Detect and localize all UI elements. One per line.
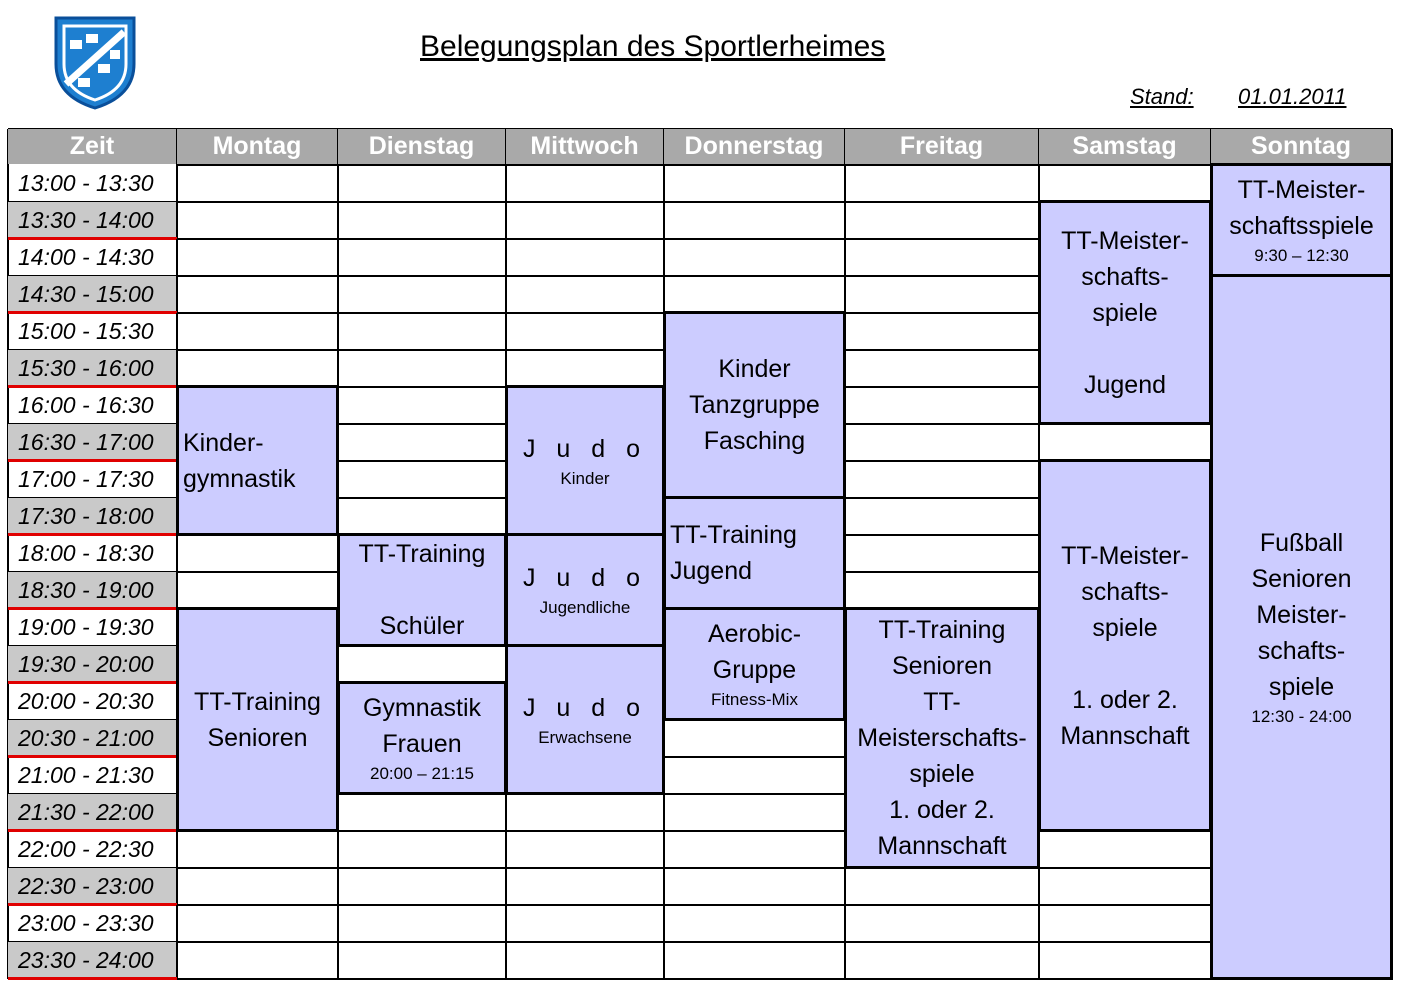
event-text: schafts- <box>1081 577 1169 606</box>
event-text: Aerobic- <box>707 620 802 648</box>
event-block <box>663 607 846 721</box>
event-text: schafts- <box>1257 637 1346 665</box>
event-text: Fasching <box>703 427 806 455</box>
event-block <box>663 496 846 610</box>
event-block <box>1210 163 1393 277</box>
event-text: Mannschaft <box>877 832 1007 860</box>
event-text: spiele <box>909 760 975 788</box>
event-block <box>337 533 507 647</box>
event-subtitle: Kinder <box>560 468 610 488</box>
event-block <box>1210 274 1393 980</box>
stand-label: Stand: <box>1130 84 1194 109</box>
time-slot: 15:30 - 16:00 <box>8 350 177 387</box>
event-text: TT-Meister- <box>1061 226 1189 255</box>
event-block <box>176 607 339 832</box>
time-slot: 15:00 - 15:30 <box>8 313 177 350</box>
event-text: TT-Training <box>670 521 797 549</box>
event-subtitle: Jugendliche <box>539 598 631 617</box>
time-slot: 16:00 - 16:30 <box>8 387 177 424</box>
time-slot: 21:30 - 22:00 <box>8 794 177 831</box>
header-day: Montag <box>177 129 338 164</box>
time-slot: 20:00 - 20:30 <box>8 683 177 720</box>
time-slot: 23:30 - 24:00 <box>8 942 177 979</box>
event-text: schafts- <box>1081 262 1169 291</box>
time-slot: 22:30 - 23:00 <box>8 868 177 905</box>
time-slot: 20:30 - 21:00 <box>8 720 177 757</box>
event-text: TT-Training <box>358 540 486 568</box>
event-text: Senioren <box>1251 565 1352 593</box>
event-text: J u d o <box>522 693 648 722</box>
event-text <box>1122 331 1129 367</box>
time-slot: 22:00 - 22:30 <box>8 831 177 868</box>
header-day: Mittwoch <box>506 129 664 164</box>
time-slot: 16:30 - 17:00 <box>8 424 177 461</box>
time-slot: 17:30 - 18:00 <box>8 498 177 535</box>
event-text: Meisterschafts- <box>857 724 1027 752</box>
event-text: Schüler <box>379 612 465 640</box>
event-subtitle: Erwachsene <box>538 727 632 747</box>
event-text: TT-Meister- <box>1061 541 1189 570</box>
event-text: Frauen <box>382 730 462 758</box>
event-text: Senioren <box>207 723 308 752</box>
page-title: Belegungsplan des Sportlerheimes <box>420 30 886 63</box>
event-text: Jugend <box>670 557 753 585</box>
event-text: Mannschaft <box>1060 721 1190 750</box>
event-text: Jugend <box>1083 370 1167 399</box>
event-block <box>505 644 665 795</box>
event-subtitle: 9:30 – 12:30 <box>1254 246 1349 265</box>
event-text: J u d o <box>522 434 648 463</box>
event-text: gymnastik <box>183 464 296 493</box>
time-slot: 21:00 - 21:30 <box>8 757 177 794</box>
time-slot: 14:30 - 15:00 <box>8 276 177 313</box>
event-text: Fußball <box>1259 529 1344 557</box>
event-text: TT-Meister- <box>1237 176 1366 204</box>
event-text: 1. oder 2. <box>889 796 995 824</box>
event-block <box>1038 200 1212 425</box>
time-slot: 19:00 - 19:30 <box>8 609 177 646</box>
event-block <box>844 607 1040 869</box>
event-text <box>1122 646 1129 682</box>
header-day: Samstag <box>1039 129 1211 164</box>
event-text: Gymnastik <box>362 694 482 722</box>
time-slot: 19:30 - 20:00 <box>8 646 177 683</box>
event-block <box>505 533 665 647</box>
event-block <box>1038 459 1212 832</box>
event-block <box>663 311 846 499</box>
time-slot: 23:00 - 23:30 <box>8 905 177 942</box>
event-subtitle: Fitness-Mix <box>711 690 798 709</box>
time-slot: 13:00 - 13:30 <box>8 165 177 202</box>
event-text: Tanzgruppe <box>689 391 820 419</box>
event-text <box>419 572 426 608</box>
event-text: Gruppe <box>712 656 797 684</box>
stand-date: 01.01.2011 <box>1238 84 1347 109</box>
event-text: spiele <box>1268 673 1335 701</box>
time-slot: 18:00 - 18:30 <box>8 535 177 572</box>
hour-divider <box>8 977 177 980</box>
event-text: Senioren <box>891 652 993 680</box>
header-day: Donnerstag <box>664 129 845 164</box>
event-block <box>505 385 665 536</box>
event-text: TT- <box>923 688 961 716</box>
header-time: Zeit <box>8 129 177 164</box>
event-text: Meister- <box>1256 601 1347 629</box>
time-slot: 18:30 - 19:00 <box>8 572 177 609</box>
event-text: spiele <box>1092 613 1158 642</box>
header-day: Freitag <box>845 129 1039 164</box>
time-slot: 14:00 - 14:30 <box>8 239 177 276</box>
event-text: schaftsspiele <box>1229 212 1374 240</box>
event-text: J u d o <box>522 564 648 592</box>
event-text: Kinder <box>718 355 791 383</box>
event-block <box>176 385 339 536</box>
event-text: TT-Training <box>878 616 1006 644</box>
event-subtitle: 20:00 – 21:15 <box>370 764 474 783</box>
header-day: Sonntag <box>1211 129 1392 164</box>
event-text: 1. oder 2. <box>1072 685 1178 714</box>
time-slot: 17:00 - 17:30 <box>8 461 177 498</box>
event-text: Kinder- <box>183 428 264 457</box>
header-day: Dienstag <box>338 129 506 164</box>
time-slot: 13:30 - 14:00 <box>8 202 177 239</box>
event-text: TT-Training <box>194 687 321 716</box>
event-block <box>337 681 507 795</box>
event-text: spiele <box>1092 298 1158 327</box>
event-subtitle: 12:30 - 24:00 <box>1251 707 1352 726</box>
